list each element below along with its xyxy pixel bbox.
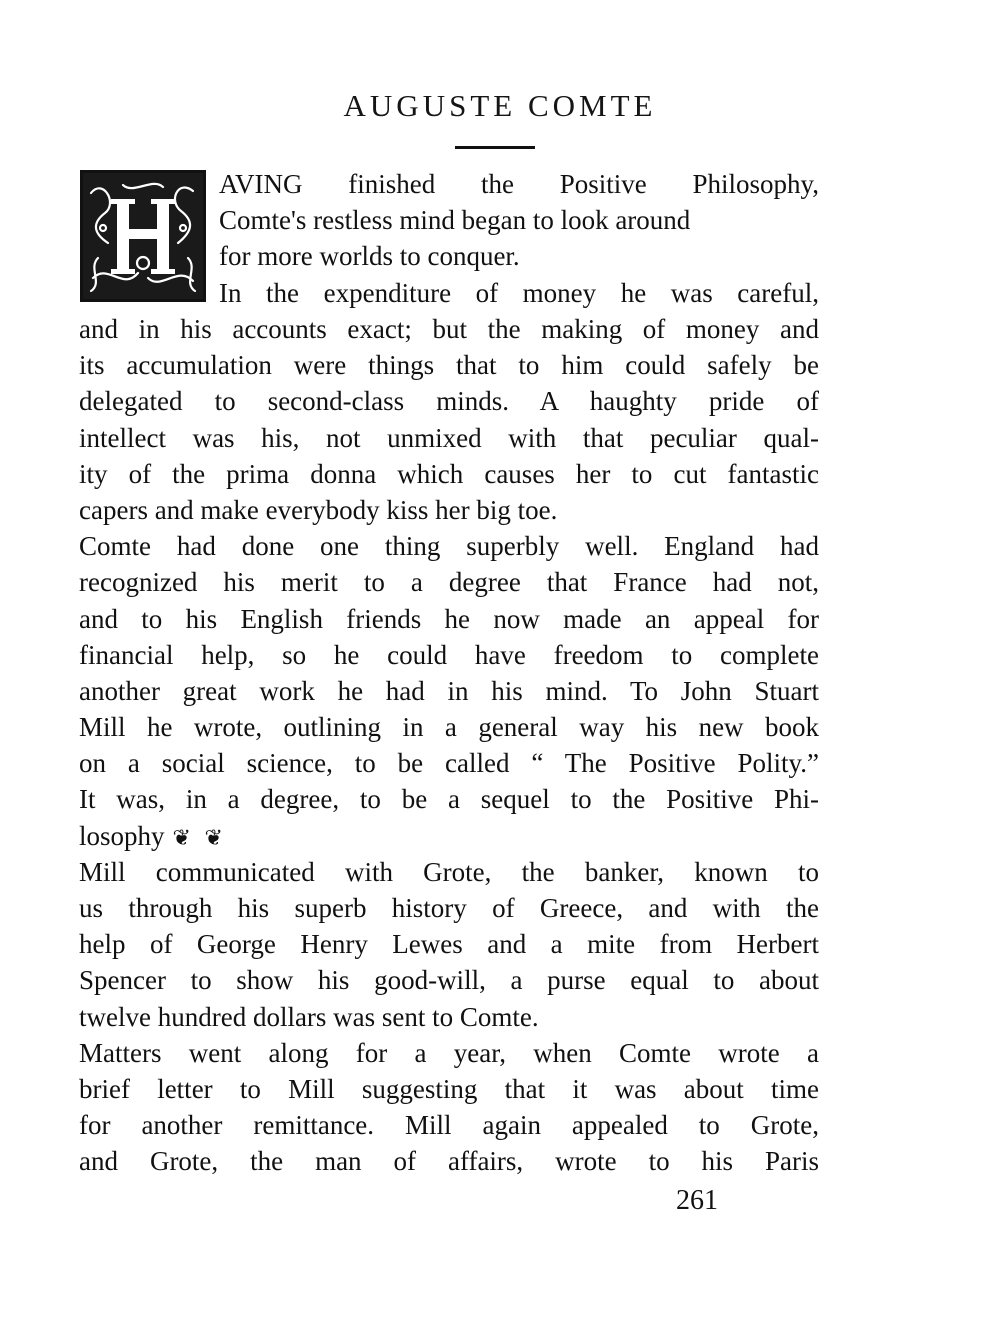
text-line: Mill he wrote, outlining in a general way his new book	[79, 712, 819, 743]
text-line: It was, in a degree, to be a sequel to the Positive Phi-	[79, 784, 819, 815]
text-line: capers and make everybody kiss her big toe.	[79, 494, 558, 525]
text-line: and Grote, the man of affairs, wrote to his Paris	[79, 1146, 819, 1177]
page-number: 261	[676, 1185, 718, 1216]
text-line: financial help, so he could have freedom to complete	[79, 639, 819, 670]
text-line	[79, 818, 819, 854]
text-line: for another remittance. Mill again appealed to Grote,	[79, 1110, 819, 1141]
text-line: on a social science, to be called “ The Positive Polity.”	[79, 748, 819, 779]
text-line: twelve hundred dollars was sent to Comte.	[79, 1001, 539, 1032]
text-line: Spencer to show his good-will, a purse equal to about	[79, 965, 819, 996]
text-line: and to his English friends he now made an appeal for	[79, 603, 819, 634]
text-line-fragment: losophy	[79, 820, 165, 851]
text-line: Comte had done one thing superbly well. England had	[79, 531, 819, 562]
text-line: Comte's restless mind began to look around	[219, 205, 691, 236]
leaf-ornament-icon: ❦ ❦	[172, 824, 227, 850]
text-line: another great work he had in his mind. To John Stuart	[79, 675, 819, 706]
text-line: brief letter to Mill suggesting that it was about time	[79, 1073, 819, 1104]
text-line: its accumulation were things that to him could safely be	[79, 350, 819, 381]
text-line: Mill communicated with Grote, the banker, known to	[79, 856, 819, 887]
text-line: In the expenditure of money he was careful,	[219, 277, 819, 308]
text-line: us through his superb history of Greece, and with the	[79, 893, 819, 923]
body-text	[79, 311, 819, 1180]
text-line: and in his accounts exact; but the making of money and	[79, 314, 819, 344]
page-title: AUGUSTE COMTE	[343, 88, 657, 123]
title-rule	[455, 146, 535, 149]
text-line: AVING finished the Positive Philosophy,	[219, 169, 819, 199]
text-line: recognized his merit to a degree that France had not,	[79, 567, 819, 598]
text-line: intellect was his, not unmixed with that peculiar qual-	[79, 422, 819, 453]
text-line: ity of the prima donna which causes her to cut fantastic	[79, 458, 819, 489]
text-line: help of George Henry Lewes and a mite from Herbert	[79, 929, 819, 960]
text-line: for more worlds to conquer.	[219, 241, 520, 272]
text-line: Matters went along for a year, when Comte wrote a	[79, 1037, 819, 1068]
opening-paragraph	[79, 166, 819, 311]
text-line: delegated to second-class minds. A haughty pride of	[79, 386, 819, 417]
